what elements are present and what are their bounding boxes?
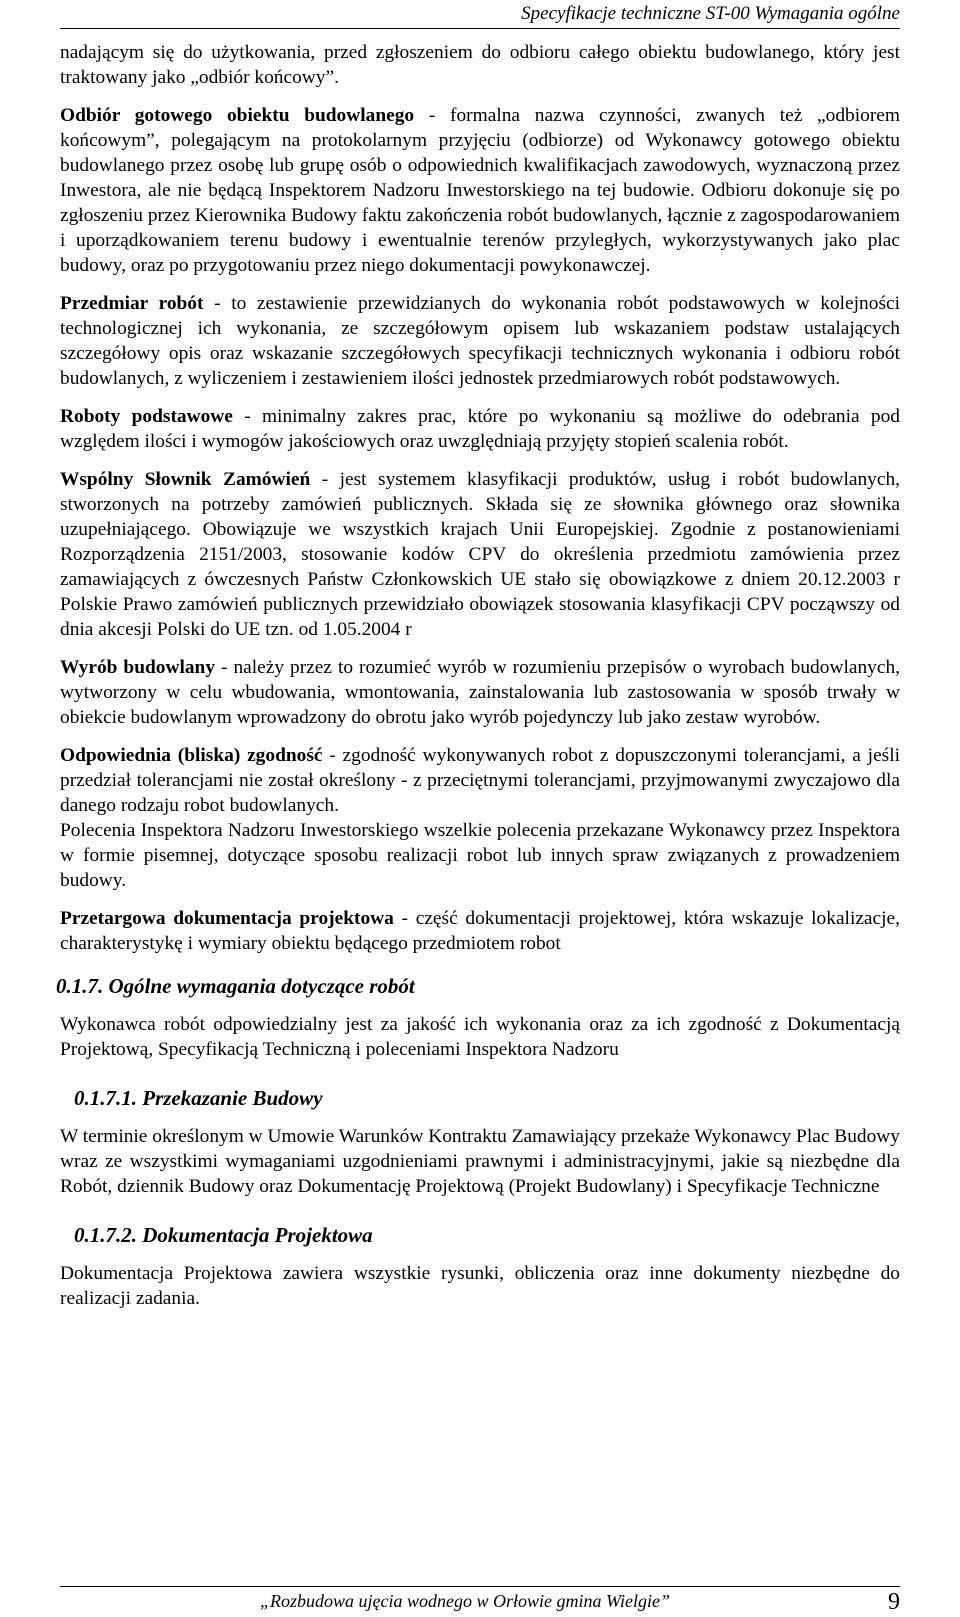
definition-przetargowa-dokumentacja xyxy=(60,906,900,956)
footer-project-title: „Rozbudowa ujęcia wodnego w Orłowie gmina Wielgie” xyxy=(260,1591,670,1611)
definition-text: - część dokumentacji projektowej, która wskazuje lokalizacje, charakterystykę i wymiary obiektu będącego przedmiotem robot xyxy=(60,908,900,954)
definition-term: Odpowiednia (bliska) zgodność xyxy=(60,745,323,766)
definition-term: Przetargowa dokumentacja projektowa xyxy=(60,908,394,929)
definition-text: - to zestawienie przewidzianych do wykonania robót podstawowych w kolejności technologicznej ich wykonania, ze szczegółowym opisem lub wskazaniem podstaw ustalających szczegółowy opis oraz wskazanie szczegółowych specyfikacji technicznych wykonania i odbioru robót budowlanych, z wyliczeniem i zestawieniem ilości jednostek przedmiarowych robót podstawowych. xyxy=(60,293,900,389)
document-body xyxy=(56,40,901,1324)
definition-text: - należy przez to rozumieć wyrób w rozumieniu przepisów o wyrobach budowlanych, wytworzony w celu wbudowania, wmontowania, zainstalowania lub zastosowania w sposób trwały w obiekcie budowlanym wprowadzony do obrotu jako wyrób pojedynczy lub jako zestaw wyrobów. xyxy=(60,657,900,728)
definition-odbior-gotowego-obiektu xyxy=(60,103,900,278)
definition-text: - formalna nazwa czynności, zwanych też „odbiorem końcowym”, polegającym na protokolarnym przyjęciu (odbiorze) od Wykonawcy gotowego obiektu budowlanego przez osobę lub grupę osób o odpowiednich kwalifikacjach zawodowych, wyznaczoną przez Inwestora, ale nie będącą Inspektorem Nadzoru Inwestorskiego na tej budowie. Odbioru dokonuje się po zgłoszeniu przez Kierownika Budowy faktu zakończenia robót budowlanych, łącznie z zagospodarowaniem i uporządkowaniem terenu budowy i ewentualnie terenów przyległych, wykorzystywanych jako plac budowy, oraz po przygotowaniu przez niego dokumentacji powykonawczej. xyxy=(60,105,900,276)
section-text-ogolne-wymagania: Wykonawca robót odpowiedzialny jest za jakość ich wykonania oraz za ich zgodność z Dokumentacją Projektową, Specyfikacją Techniczną i poleceniami Inspektora Nadzoru xyxy=(60,1014,900,1060)
paragraph-text: nadającym się do użytkowania, przed zgłoszeniem do odbioru całego obiektu budowlanego, który jest traktowany jako „odbiór końcowy”. xyxy=(60,42,900,88)
definition-term: Wyrób budowlany xyxy=(60,657,216,678)
definition-odpowiednia-zgodnosc xyxy=(60,743,900,818)
definition-term: Przedmiar robót xyxy=(60,293,204,314)
subsection-heading-dokumentacja-projektowa: 0.1.7.2. Dokumentacja Projektowa xyxy=(74,1223,373,1247)
subsection-heading-przekazanie-budowy: 0.1.7.1. Przekazanie Budowy xyxy=(74,1086,323,1110)
subsection-text-przekazanie-budowy: W terminie określonym w Umowie Warunków Kontraktu Zamawiający przekaże Wykonawcy Plac Budowy wraz ze wszystkimi wymaganiami uzgodnieniami prawnymi i administracyjnymi, jakie są niezbędne dla Robót, dziennik Budowy oraz Dokumentację Projektową (Projekt Budowlany) i Specyfikacje Techniczne xyxy=(60,1126,900,1197)
definition-text: - zgodność wykonywanych robot z dopuszczonymi tolerancjami, a jeśli przedział tolerancjami nie został określony - z przeciętnymi tolerancjami, przyjmowanymi zwyczajowo dla danego rodzaju robot budowlanych. xyxy=(60,745,900,816)
definition-term: Odbiór gotowego obiektu budowlanego xyxy=(60,105,415,126)
section-heading-ogolne-wymagania: 0.1.7. Ogólne wymagania dotyczące robót xyxy=(56,974,415,998)
definition-wyrob-budowlany xyxy=(60,655,900,730)
definition-przedmiar-robot xyxy=(60,291,900,391)
definition-text: - minimalny zakres prac, które po wykonaniu są możliwe do odebrania pod względem ilości i wymogów jakościowych oraz uwzględniają przyjęty stopień scalenia robót. xyxy=(60,406,900,452)
page-number: 9 xyxy=(888,1589,900,1615)
definition-roboty-podstawowe xyxy=(60,404,900,454)
paragraph-polecenia-inspektora xyxy=(60,818,900,893)
definition-term: Roboty podstawowe xyxy=(60,406,233,427)
header-title: Specyfikacje techniczne ST-00 Wymagania ogólne xyxy=(521,3,900,24)
paragraph-text: Polecenia Inspektora Nadzoru Inwestorskiego wszelkie polecenia przekazane Wykonawcy przez Inspektora w formie pisemnej, dotyczące sposobu realizacji robot lub innych spraw związanych z prowadzeniem budowy. xyxy=(60,820,900,891)
definition-wspolny-slownik-zamowien xyxy=(60,467,900,642)
subsection-text-dokumentacja-projektowa: Dokumentacja Projektowa zawiera wszystkie rysunki, obliczenia oraz inne dokumenty niezbędne do realizacji zadania. xyxy=(60,1263,900,1309)
page-header xyxy=(60,2,900,29)
paragraph-continuation xyxy=(60,40,900,90)
page-footer xyxy=(60,1586,900,1615)
definition-text: - jest systemem klasyfikacji produktów, usług i robót budowlanych, stworzonych na potrzeby zamówień publicznych. Składa się ze słownika głównego oraz słownika uzupełniającego. Obowiązuje we wszystkich krajach Unii Europejskiej. Zgodnie z postanowieniami Rozporządzenia 2151/2003, stosowanie kodów CPV do określenia przedmiotu zamówienia przez zamawiających z ówczesnych Państw Członkowskich UE stało się obowiązkowe z dniem 20.12.2003 r Polskie Prawo zamówień publicznych przewidziało obowiązek stosowania klasyfikacji CPV począwszy od dnia akcesji Polski do UE tzn. od 1.05.2004 r xyxy=(60,469,901,640)
definition-term: Wspólny Słownik Zamówień xyxy=(60,469,311,490)
